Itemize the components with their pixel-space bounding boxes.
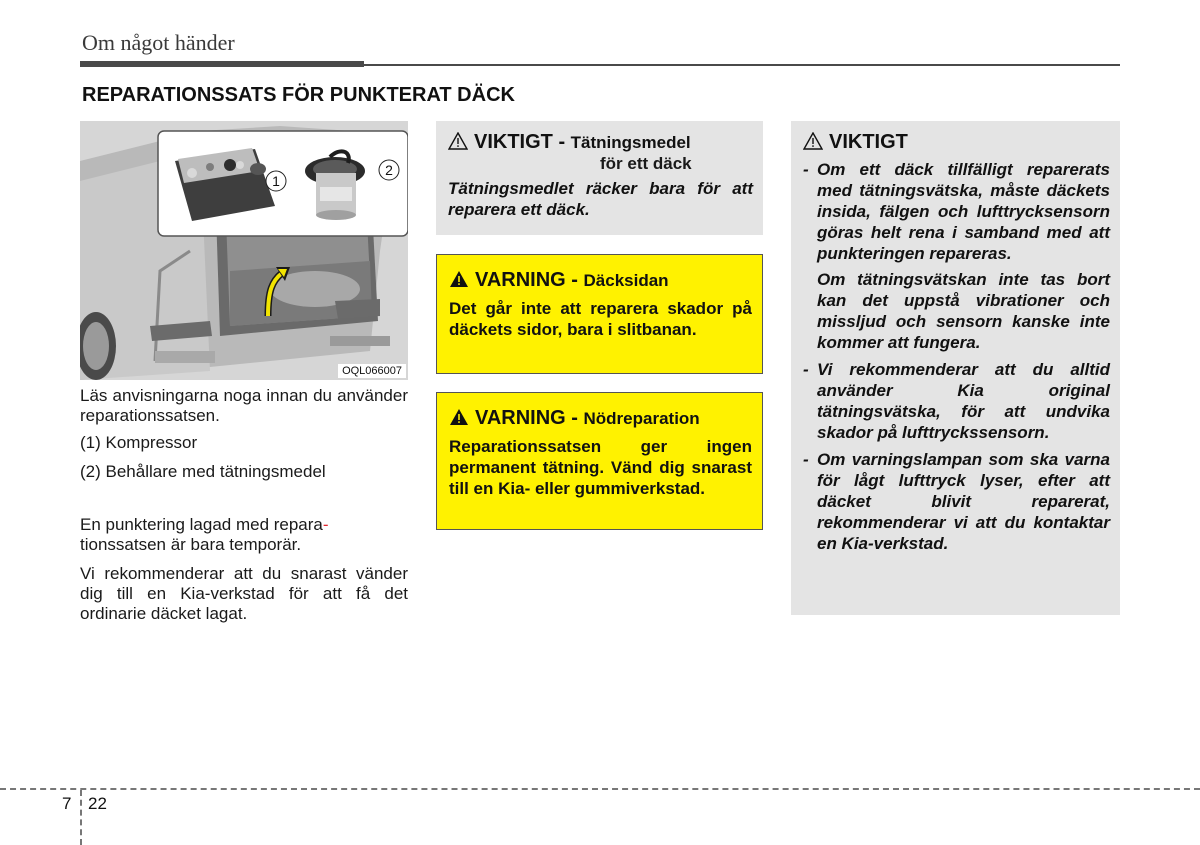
instruction-text: Läs anvisningarna noga innan du använder reparationssatsen.: [80, 386, 408, 425]
callout-1-marker: [264, 169, 288, 193]
list-dash: -: [803, 360, 809, 379]
callout-2-label: 2: [385, 162, 393, 178]
footer-page-number: 22: [88, 794, 107, 813]
warning-sidewall-title: [449, 269, 752, 292]
warning-triangle-icon: [449, 270, 469, 288]
list-dash: -: [803, 450, 809, 469]
notice-important-box: [791, 121, 1120, 615]
car-trunk-illustration: [80, 121, 408, 380]
list-dash: -: [803, 160, 809, 179]
footer-chapter-number: 7: [62, 794, 72, 813]
list-item: [803, 159, 1110, 264]
warning-emergency-title: [449, 407, 752, 430]
notice-sealant-body: Tätningsmedlet räcker bara för att reparera ett däck.: [448, 179, 753, 219]
callout-1-label: 1: [272, 173, 280, 189]
notice-important-label: VIKTIGT: [829, 131, 908, 153]
component-item-2-text: (2) Behållare med tätningsmedel: [80, 462, 326, 481]
caution-triangle-icon: [803, 132, 823, 150]
list-item-text: Om varningslampan som ska varna för lågt lufttryck lyser, efter att däcket blivit reparerat, rekommenderar vi att du kontaktar en Kia-verkstad.: [817, 450, 1110, 553]
chapter-title: Om något händer: [82, 30, 235, 55]
notice-sealant-box: [436, 121, 763, 235]
instruction-paragraph: [80, 386, 408, 426]
notice-sealant-subtitle-2: för ett däck: [600, 154, 692, 173]
component-item-1: [80, 433, 408, 453]
advice-text: Vi rekommenderar att du snarast vänder dig till en Kia-verkstad för att få det ordinarie däcket lagat.: [80, 564, 408, 623]
warning-emergency-body: Reparationssatsen ger ingen permanent tätning. Vänd dig snarast till en Kia- eller gummiverkstad.: [449, 437, 752, 498]
callout-2-marker: [377, 158, 401, 182]
warning-sidewall-label: VARNING -: [475, 269, 584, 291]
footer-rule: [0, 788, 1200, 790]
advice-paragraph: [80, 564, 408, 624]
list-item: [803, 449, 1110, 554]
warning-sidewall-box: [436, 254, 763, 374]
warning-sidewall-subtitle: Däcksidan: [583, 271, 669, 290]
notice-important-title: [803, 131, 1110, 153]
notice-important-list: [803, 159, 1110, 554]
header-rule-thin: [364, 64, 1120, 66]
warning-emergency-box: [436, 392, 763, 530]
trunk-repair-kit-illustration: [80, 121, 408, 380]
figure-code: OQL066007: [338, 364, 406, 378]
hyphen-mark: -: [322, 515, 329, 534]
warning-emergency-label: VARNING -: [475, 407, 584, 429]
notice-sealant-subtitle-1: Tätningsmedel: [570, 133, 691, 152]
notice-sealant-label: VIKTIGT -: [474, 131, 571, 153]
temporary-repair-text-b: tionssatsen är bara temporär.: [80, 535, 302, 554]
warning-triangle-icon: [449, 408, 469, 426]
section-heading: REPARATIONSSATS FÖR PUNKTERAT DÄCK: [82, 84, 515, 106]
warning-sidewall-body: Det går inte att reparera skador på däckets sidor, bara i slitbanan.: [449, 299, 752, 339]
temporary-repair-paragraph: [80, 515, 408, 555]
warning-emergency-subtitle: Nödreparation: [583, 409, 700, 428]
header-rule-thick: [80, 61, 364, 67]
list-item-text: Om ett däck tillfälligt reparerats med tätningsvätska, måste däckets insida, fälgen och lufttrycksensorn göras helt rena i samband med att punkteringen repareras.: [817, 160, 1110, 263]
component-item-1-text: (1) Kompressor: [80, 433, 198, 452]
caution-triangle-icon: [448, 132, 468, 150]
list-item-text: Vi rekommenderar att du alltid använder Kia original tätningsvätska, för att undvika skador på lufttryckssensorn.: [817, 360, 1110, 442]
temporary-repair-text-a: En punktering lagad med repara: [80, 515, 323, 534]
list-item-continuation: Om tätningsvätskan inte tas bort kan det uppstå vibrationer och missljud och sensorn kanske inte kommer att fungera.: [817, 270, 1110, 352]
component-item-2: [80, 462, 408, 482]
notice-sealant-title: [448, 131, 753, 154]
footer-divider: [80, 790, 82, 845]
list-item: [803, 359, 1110, 443]
